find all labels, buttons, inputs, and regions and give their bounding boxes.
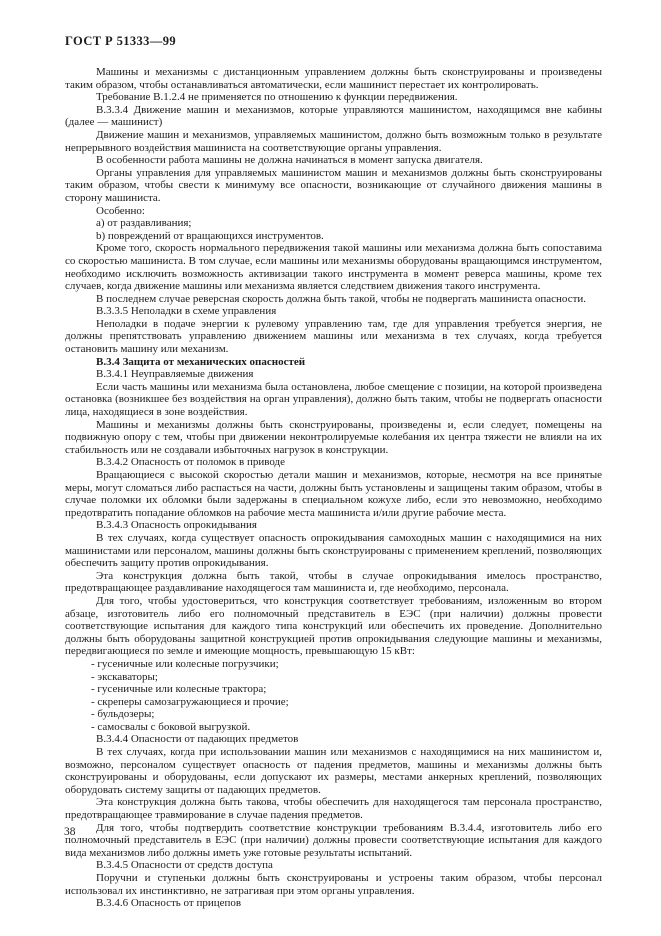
dash-list-item: - экскаваторы; [91,670,158,683]
section-heading: В.3.4.3 Опасность опрокидывания [96,519,257,532]
section-heading: В.3.4.1 Неуправляемые движения [96,368,254,381]
paragraph: Органы управления для управляемых машинистом машин и механизмов должны быть сконструированы таким образом, чтобы свести к минимуму все опасности, возникающие от случайного движения машины в сторону машиниста. [65,166,602,204]
paragraph: Поручни и ступеньки должны быть сконструированы и устроены таким образом, чтобы персонал использовал их инстинктивно, не затрагивая при этом органы управления. [65,872,602,897]
paragraph: Для того, чтобы подтвердить соответствие конструкции требованиям В.3.4.4, изготовитель либо его полномочный представитель в ЕЭС (при наличии) должны провести соответствующие испытания для каждого вида механизмов либо должны иметь уже готовые результаты испытаний. [65,821,602,859]
section-heading: В.3.3.5 Неполадки в схеме управления [96,305,277,318]
document-body [65,66,602,910]
paragraph: Требование В.1.2.4 не применяется по отношению к функции передвижения. [96,91,458,104]
paragraph: Эта конструкция должна быть такова, чтобы обеспечить для находящегося там персонала пространство, предотвращающее травмирование в случае падения предметов. [65,796,602,822]
paragraph: В тех случаях, когда существует опасность опрокидывания самоходных машин с находящимися на них машинистами или персоналом, машины должны быть сконструированы с применением креплений, позволяющих обеспечить защиту против опрокидывания. [65,531,602,570]
section-heading: В.3.4.6 Опасность от прицепов [96,897,242,910]
paragraph: В тех случаях, когда при использовании машин или механизмов с находящимися на них машинистом и, возможно, персоналом существует опасность от падения предметов, машины и механизмы должны быть сконструированы и оборудованы, если допускают их размеры, местами анкерных креплений, позволяющих оборудовать систему защиты от падающих предметов. [65,746,602,796]
paragraph: Движение машин и механизмов, управляемых машинистом, должно быть возможным только в результате непрерывного воздействия машиниста на соответствующие органы управления. [65,128,602,154]
document-title: ГОСТ Р 51333—99 [65,34,177,48]
section-heading: В.3.4 Защита от механических опасностей [96,355,306,368]
paragraph: В особенности работа машины не должна начинаться в момент запуска двигателя. [96,154,483,167]
paragraph: Если часть машины или механизма была остановлена, любое смещение с позиции, на которой произведена остановка (возникшее без воздействия на орган управления), должно быть таким, чтобы не подвергать опасности лица, находящиеся в зоне воздействия. [65,380,602,419]
paragraph: Для того, чтобы удостовериться, что конструкция соответствует требованиям, изложенным во втором абзаце, изготовитель либо его полномочный представитель в ЕЭС (при наличии) должны провести соответствующие испытания для каждого типа конструкций или обеспечить их проведение. Дополнительно должны быть оборудованы защитной конструкцией против опрокидывания следующие машины и механизмы, передвигающиеся по земле и имеющие мощность, превышающую 15 кВт: [65,594,602,658]
paragraph: Машины и механизмы должны быть сконструированы, произведены и, если следует, помещены на подвижную опору с тем, чтобы при движении неконтролируемые колебания их центра тяжести не влияли на их стабильность или не создавали избыточных нагрузок в конструкции. [65,418,602,456]
paragraph: Особенно: [96,204,145,217]
paragraph: Кроме того, скорость нормального передвижения такой машины или механизма должна быть сопоставима со скоростью машиниста. В том случае, если машины или механизмы оборудованы вращающимся инструментом, необходимо исключить возможность активизации такого инструмента в момент реверса машины, кроме тех случаев, когда движение машины или механизма является следствием движения такого инструмента. [65,242,602,293]
dash-list-item: - гусеничные или колесные трактора; [91,683,267,696]
paragraph: В последнем случае реверсная скорость должна быть такой, чтобы не подвергать машиниста опасности. [96,292,587,305]
dash-list-item: - гусеничные или колесные погрузчики; [91,657,279,670]
dash-list-item: - бульдозеры; [91,708,155,721]
section-heading: В.3.3.4 Движение машин и механизмов, которые управляются машинистом, находящимся вне кабины (далее — машинист) [65,103,602,129]
dash-list-item: - самосвалы с боковой выгрузкой. [91,720,251,733]
list-item: a) от раздавливания; [96,217,192,230]
dash-list-item: - скреперы самозагружающиеся и прочие; [91,695,289,708]
list-item: b) повреждений от вращающихся инструментов. [96,229,324,242]
paragraph: Неполадки в подаче энергии к рулевому управлению там, где для управления требуется энергия, не должны препятствовать управлению движением машины или механизма в тех случаях, когда требуется остановить машину или механизм. [65,317,602,356]
paragraph: Эта конструкция должна быть такой, чтобы в случае опрокидывания имелось пространство, предотвращающее раздавливание находящегося там машиниста и, где необходимо, персонала. [65,569,602,595]
section-heading: В.3.4.5 Опасности от средств доступа [96,859,273,872]
paragraph: Вращающиеся с высокой скоростью детали машин и механизмов, которые, несмотря на все принятые меры, могут сломаться либо распасться на части, должны быть установлены и защищены таким образом, чтобы в случае поломки их обломки были задержаны в специальном кожухе либо, если это невозможно, необходимо предотвратить попадание обломков на рабочие места машиниста и/или другие рабочие места. [65,469,602,519]
section-heading: В.3.4.2 Опасность от поломок в приводе [96,456,286,469]
section-heading: В.3.4.4 Опасности от падающих предметов [96,733,299,746]
paragraph: Машины и механизмы с дистанционным управлением должны быть сконструированы и произведены таким образом, чтобы останавливаться автоматически, если машинист перестает их контролировать. [65,66,602,91]
page-number: 38 [64,826,76,838]
